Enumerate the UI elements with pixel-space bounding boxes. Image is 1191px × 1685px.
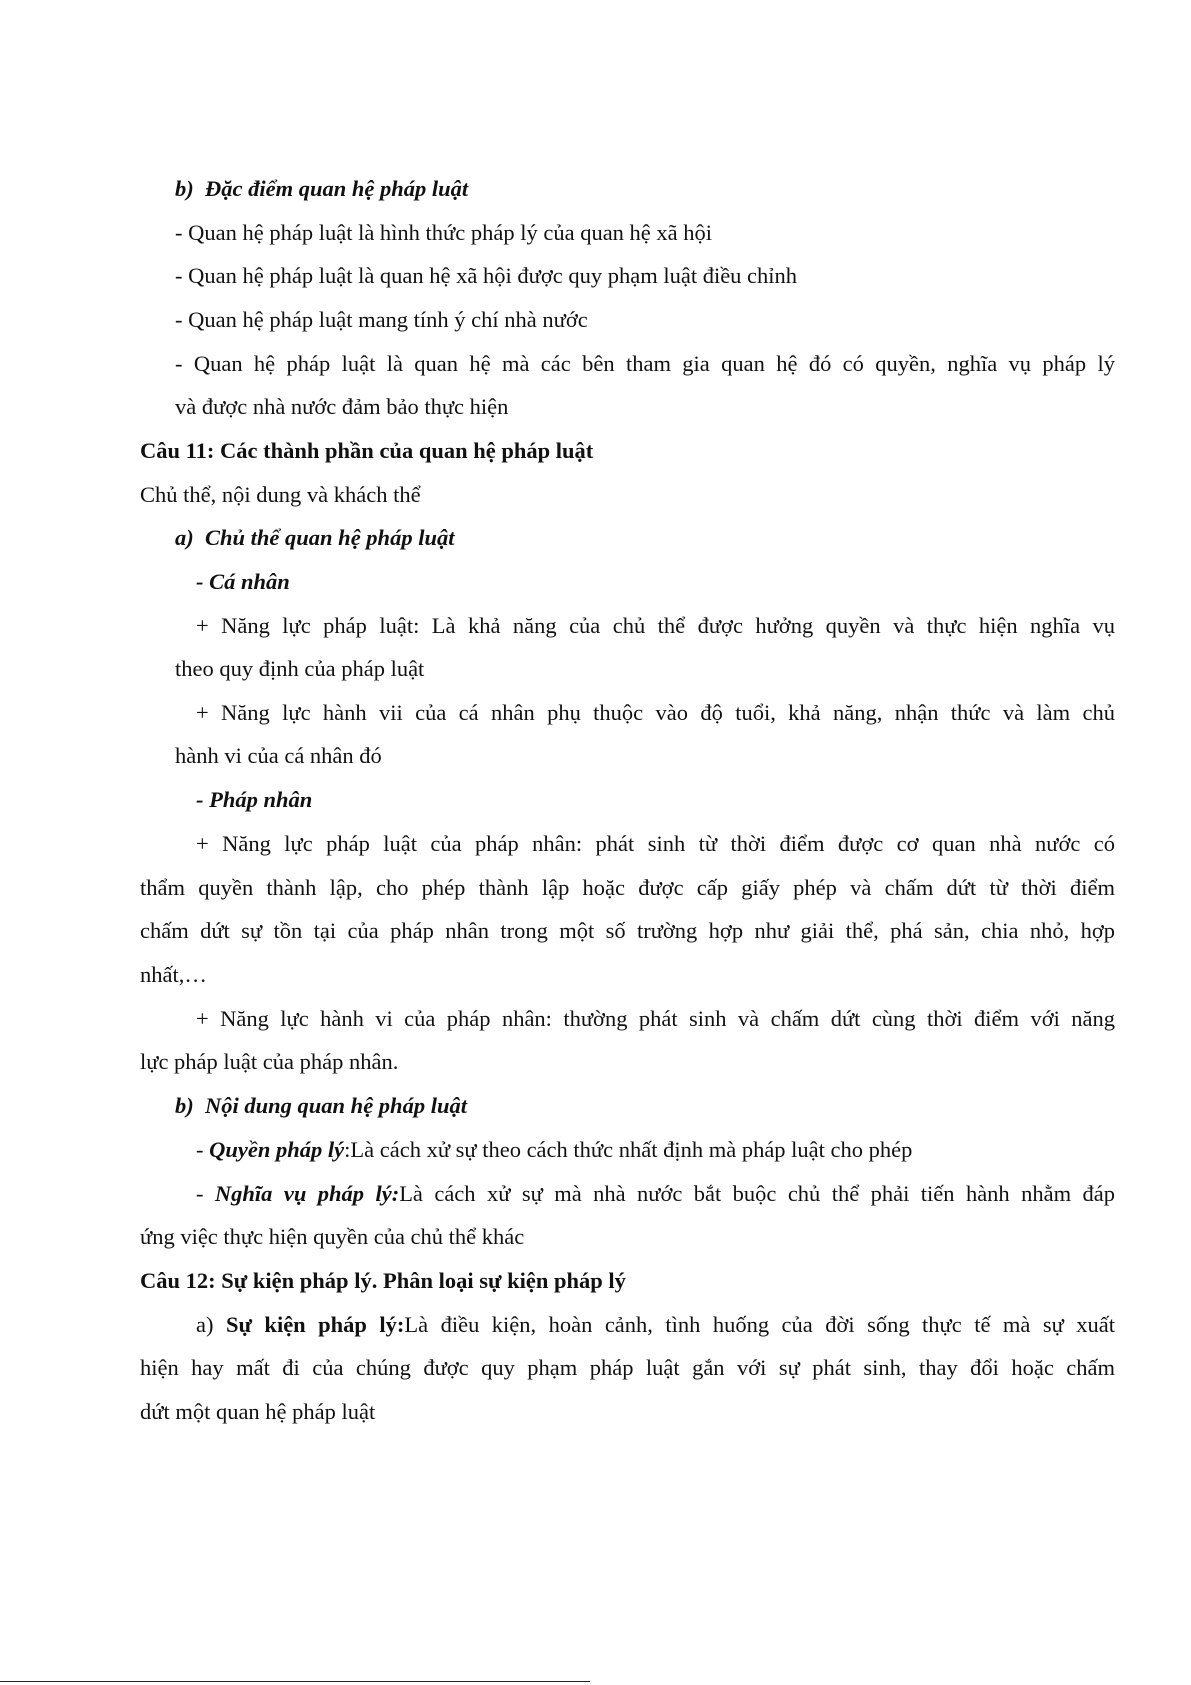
list-item-continuation: và được nhà nước đảm bảo thực hiện [175, 394, 509, 419]
subsection-chu-the [175, 524, 1191, 552]
term: Sự kiện pháp lý: [225, 1312, 405, 1337]
paragraph-line: ứng việc thực hiện quyền của chủ thể khác [140, 1224, 525, 1249]
sub-a-text: Chủ thể quan hệ pháp luật [205, 525, 455, 550]
definition-quyen-phap-ly [196, 1136, 1191, 1164]
question-11-intro: Chủ thể, nội dung và khách thể [140, 482, 421, 507]
paragraph-line: + Năng lực hành vi của pháp nhân: thường phát sinh và chấm dứt cùng thời điểm với năng [196, 1006, 1115, 1031]
paragraph-line: nhất,… [140, 962, 207, 987]
dash: - [196, 1137, 210, 1162]
heading-text: Đặc điểm quan hệ pháp luật [205, 176, 469, 201]
list-item: - Quan hệ pháp luật là hình thức pháp lý của quan hệ xã hội [175, 220, 713, 245]
footer-rule [0, 1681, 590, 1682]
paragraph-line: theo quy định của pháp luật [175, 656, 425, 681]
question-12-title: Câu 12: Sự kiện pháp lý. Phân loại sự kiện pháp lý [140, 1268, 626, 1293]
definition: :Là cách xử sự theo cách thức nhất định mà pháp luật cho phép [344, 1137, 913, 1162]
label-ca-nhan: - Cá nhân [196, 569, 290, 594]
dash: - [196, 1181, 215, 1206]
paragraph-line: + Năng lực pháp luật của pháp nhân: phát sinh từ thời điểm được cơ quan nhà nước có [196, 831, 1115, 856]
definition-su-kien-phap-ly [196, 1311, 1115, 1339]
definition-nghia-vu-phap-ly [196, 1180, 1115, 1208]
paragraph-line: + Năng lực pháp luật: Là khả năng của chủ thể được hưởng quyền và thực hiện nghĩa vụ [196, 613, 1115, 638]
paragraph-line: hành vi của cá nhân đó [175, 743, 382, 768]
paragraph-line: thẩm quyền thành lập, cho phép thành lập hoặc được cấp giấy phép và chấm dứt từ thời điểm [140, 875, 1115, 900]
definition: Là điều kiện, hoàn cảnh, tình huống của đời sống thực tế mà sự xuất [404, 1312, 1115, 1337]
sub-b-marker: b) [175, 1093, 194, 1118]
question-11-title: Câu 11: Các thành phần của quan hệ pháp luật [140, 438, 594, 463]
section-heading-dac-diem [175, 175, 1191, 203]
subsection-noi-dung [175, 1092, 1191, 1120]
label-phap-nhan: - Pháp nhân [196, 787, 313, 812]
paragraph-line: dứt một quan hệ pháp luật [140, 1399, 376, 1424]
sub-b-text: Nội dung quan hệ pháp luật [205, 1093, 467, 1118]
term: Quyền pháp lý [209, 1137, 345, 1162]
paragraph-line: hiện hay mất đi của chúng được quy phạm pháp luật gắn với sự phát sinh, thay đổi hoặc chấm [140, 1355, 1115, 1380]
marker: a) [196, 1312, 226, 1337]
definition: Là cách xử sự mà nhà nước bắt buộc chủ thể phải tiến hành nhằm đáp [399, 1181, 1115, 1206]
sub-a-marker: a) [175, 525, 194, 550]
heading-marker: b) [175, 176, 194, 201]
list-item: - Quan hệ pháp luật mang tính ý chí nhà nước [175, 307, 588, 332]
list-item: - Quan hệ pháp luật là quan hệ xã hội được quy phạm luật điều chỉnh [175, 263, 798, 288]
paragraph-line: lực pháp luật của pháp nhân. [140, 1049, 399, 1074]
term: Nghĩa vụ pháp lý: [214, 1181, 400, 1206]
paragraph-line: + Năng lực hành vii của cá nhân phụ thuộc vào độ tuổi, khả năng, nhận thức và làm chủ [196, 700, 1115, 725]
paragraph-line: chấm dứt sự tồn tại của pháp nhân trong một số trường hợp như giải thể, phá sản, chia nhỏ, hợp [140, 918, 1115, 943]
list-item: - Quan hệ pháp luật là quan hệ mà các bên tham gia quan hệ đó có quyền, nghĩa vụ pháp lý [175, 351, 1115, 376]
